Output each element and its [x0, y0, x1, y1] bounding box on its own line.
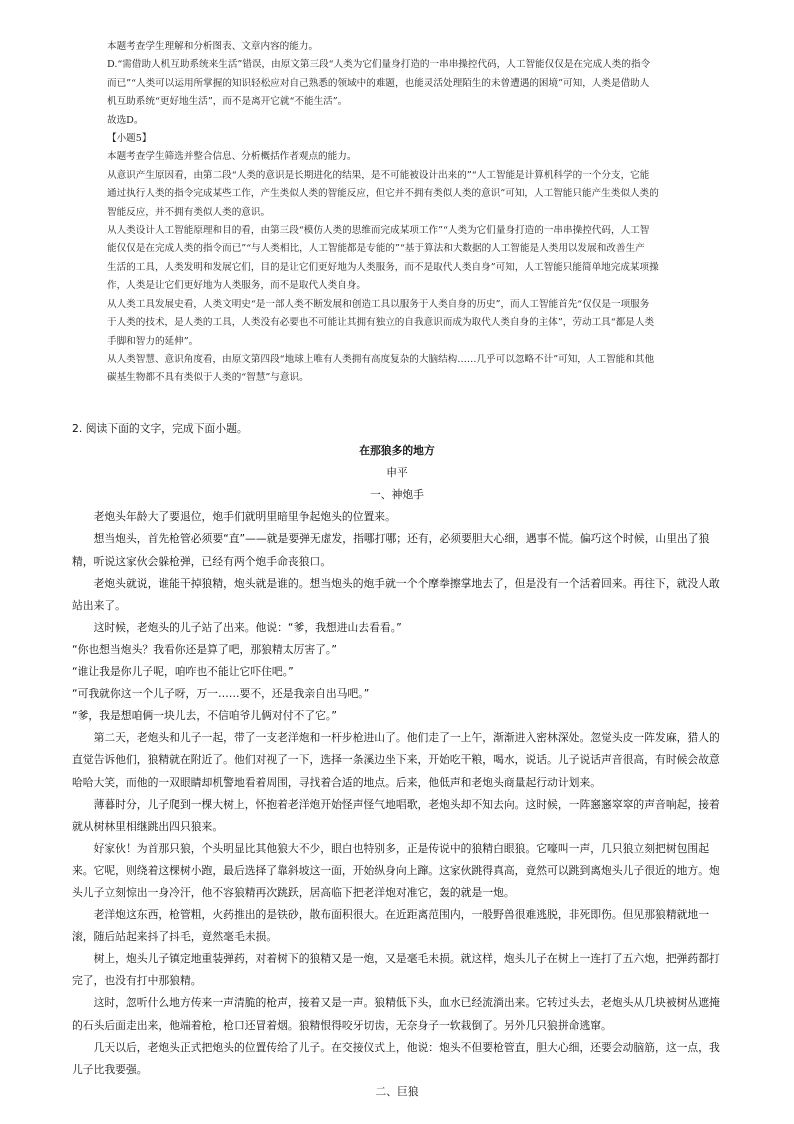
story-paragraph: 这时，忽听什么地方传来一声清脆的枪声，接着又是一声。狼精低下头，血水已经流淌出来。它转过头去，老炮头从几块被树丛遮掩的石头后面走出来，他端着枪，枪口还冒着烟。狼精恨得咬牙切齿，无奈身子一软栽倒了。另外几只狼拼命逃窜。 [72, 996, 720, 1032]
story-paragraph: 好家伙！为首那只狼，个头明显比其他狼大不少，眼白也特别多，正是传说中的狼精白眼狼。它嚎叫一声，几只狼立刻把树包围起来。它呢，则绕着这棵树小跑，最后选择了靠斜坡这一面，开始纵身向上蹿。这家伙跳得真高，竟然可以跳到离炮头儿子很近的地方。炮头儿子立刻惊出一身冷汗，他不容狼精再次跳跃，居高临下把老洋炮对准它，轰的就是一炮。 [72, 841, 720, 899]
analysis-line: 能仅仅是在完成人类的指令而已”“与人类相比，人工智能都是专能的”“基于算法和大数据的人工智能是人类用以发展和改善生产 [107, 243, 645, 255]
analysis-line: 本题考查学生筛选并整合信息、分析概括作者观点的能力。 [107, 151, 357, 163]
story-paragraph: “你也想当炮头？我看你还是算了吧，那狼精太厉害了。” [72, 642, 337, 656]
story-paragraph: 想当炮头，首先枪管必须要“直”——就是要弹无虚发，指哪打哪；还有，必须要胆大心细，遇事不慌。偏巧这个时候，山里出了狼精，听说这家伙会躲枪弹，已经有两个炮手命丧狼口。 [72, 532, 710, 568]
analysis-line: 而已”“人类可以运用所掌握的知识轻松应对自己熟悉的领域中的难题，也能灵活处理陌生的未曾遭遇的困境”可知，人类是借助人 [107, 77, 650, 89]
story-paragraph: “可我就你这一个儿子呀，万一……要不，还是我亲自出马吧。” [72, 687, 370, 701]
answer-analysis [107, 38, 719, 388]
analysis-line: 从人类工具发展史看，人类文明史“是一部人类不断发展和创造工具以服务于人类自身的历史”，而人工智能首先“仅仅是一项服务 [107, 298, 650, 310]
story-paragraph: 这时候，老炮头的儿子站了出来。他说：“爹，我想进山去看看。” [93, 620, 402, 634]
section-heading-1: 一、神炮手 [370, 488, 424, 502]
analysis-line: D.“需借助人机互助系统来生活”错误，由原文第三段“人类为它们量身打造的一串串操控代码，人工智能仅仅是在完成人类的指令 [107, 59, 651, 71]
analysis-line: 智能反应，并不拥有类似人类的意识。 [107, 206, 271, 218]
story-author: 申平 [386, 466, 408, 480]
section-heading-2: 二、巨狼 [375, 1084, 419, 1098]
analysis-line: 从意识产生原因看，由第二段“人类的意识是长期进化的结果，是不可能被设计出来的”“人工智能是计算机科学的一个分支，它能 [107, 169, 650, 181]
story-paragraph: 薄暮时分，儿子爬到一棵大树上，怀抱着老洋炮开始怪声怪气地唱歌，老炮头却不知去向。这时候，一阵窸窸窣窣的声音响起，接着就从树林里相继跳出四只狼来。 [72, 797, 720, 833]
analysis-line: 碳基生物都不具有类似于人类的“智慧”与意识。 [107, 372, 309, 384]
reading-question [72, 418, 722, 1103]
analysis-line: 生活的工具，人类发明和发展它们，目的是让它们更好地为人类服务，而不是取代人类自身”可知，人工智能只能简单地完成某项操 [107, 261, 659, 273]
analysis-line: 【小题5】 [107, 133, 152, 145]
analysis-line: 从人类设计人工智能原理和目的看，由第三段“模仿人类的思维而完成某项工作”“人类为它们量身打造的一串串操控代码，人工智 [107, 225, 650, 237]
story-paragraph: “爹，我是想咱俩一块儿去，不信咱爷儿俩对付不了它。” [72, 709, 337, 723]
story-paragraph: 老炮头年龄大了要退位，炮手们就明里暗里争起炮头的位置来。 [93, 510, 396, 524]
analysis-line: 于人类的技术，是人类的工具，人类没有必要也不可能让其拥有独立的自我意识而成为取代人类自身的主体”，劳动工具“都是人类 [107, 317, 655, 329]
story-paragraph: 老炮头就说，谁能干掉狼精，炮头就是谁的。想当炮头的炮手就一个个摩拳擦掌地去了，但是没有一个活着回来。再往下，就没人敢站出来了。 [72, 576, 720, 612]
analysis-line: 故选D。 [107, 114, 144, 126]
story-body [72, 506, 722, 1080]
story-paragraph: 树上，炮头儿子镇定地重装弹药，对着树下的狼精又是一炮，又是毫毛未损。就这样，炮头儿子在树上一连打了五六炮，把弹药都打完了，也没有打中那狼精。 [72, 952, 720, 988]
story-paragraph: 第二天，老炮头和儿子一起，带了一支老洋炮和一杆步枪进山了。他们走了一上午，渐渐进入密林深处。忽觉头皮一阵发麻，猎人的直觉告诉他们，狼精就在附近了。他们对视了一下，选择一条溪边坐下来，开始吃干粮，喝水，说话。儿子说话声音很高，有时候会故意哈哈大笑，而他的一双眼睛却机警地看着周围，寻找着合适的地点。后来，他低声和老炮头商量起行动计划来。 [72, 731, 720, 789]
story-paragraph: 几天以后，老炮头正式把炮头的位置传给了儿子。在交接仪式上，他说：炮头不但要枪管直，胆大心细，还要会动脑筋，这一点，我儿子比我要强。 [72, 1040, 720, 1076]
story-paragraph: “谁让我是你儿子呢，咱咋也不能让它吓住吧。” [72, 665, 294, 679]
analysis-line: 作，人类是让它们更好地为人类服务，而不是取代人类自身。 [107, 280, 367, 292]
analysis-line: 手脚和智力的延伸”。 [107, 335, 199, 347]
analysis-line: 机互助系统“更好地生活”，而不是离开它就“不能生活”。 [107, 96, 348, 108]
analysis-line: 通过执行人类的指令完成某些工作，产生类似人类的智能反应，但它并不拥有类似人类的意识”可知，人工智能只能产生类似人类的 [107, 188, 659, 200]
story-paragraph: 老洋炮这东西，枪管粗，火药推出的是铁砂，散布面积很大。在近距离范围内，一般野兽很难逃脱，非死即伤。但见那狼精就地一滚，随后站起来抖了抖毛，竟然毫毛未损。 [72, 908, 710, 944]
analysis-line: 本题考查学生理解和分析图表、文章内容的能力。 [107, 41, 319, 52]
story-title: 在那狼多的地方 [359, 444, 435, 458]
analysis-line: 从人类智慧、意识角度看，由原文第四段“地球上唯有人类拥有高度复杂的大脑结构……几乎可以忽略不计”可知，人工智能和其他 [107, 353, 655, 365]
question-prompt: 2. 阅读下面的文字，完成下面小题。 [72, 422, 248, 435]
